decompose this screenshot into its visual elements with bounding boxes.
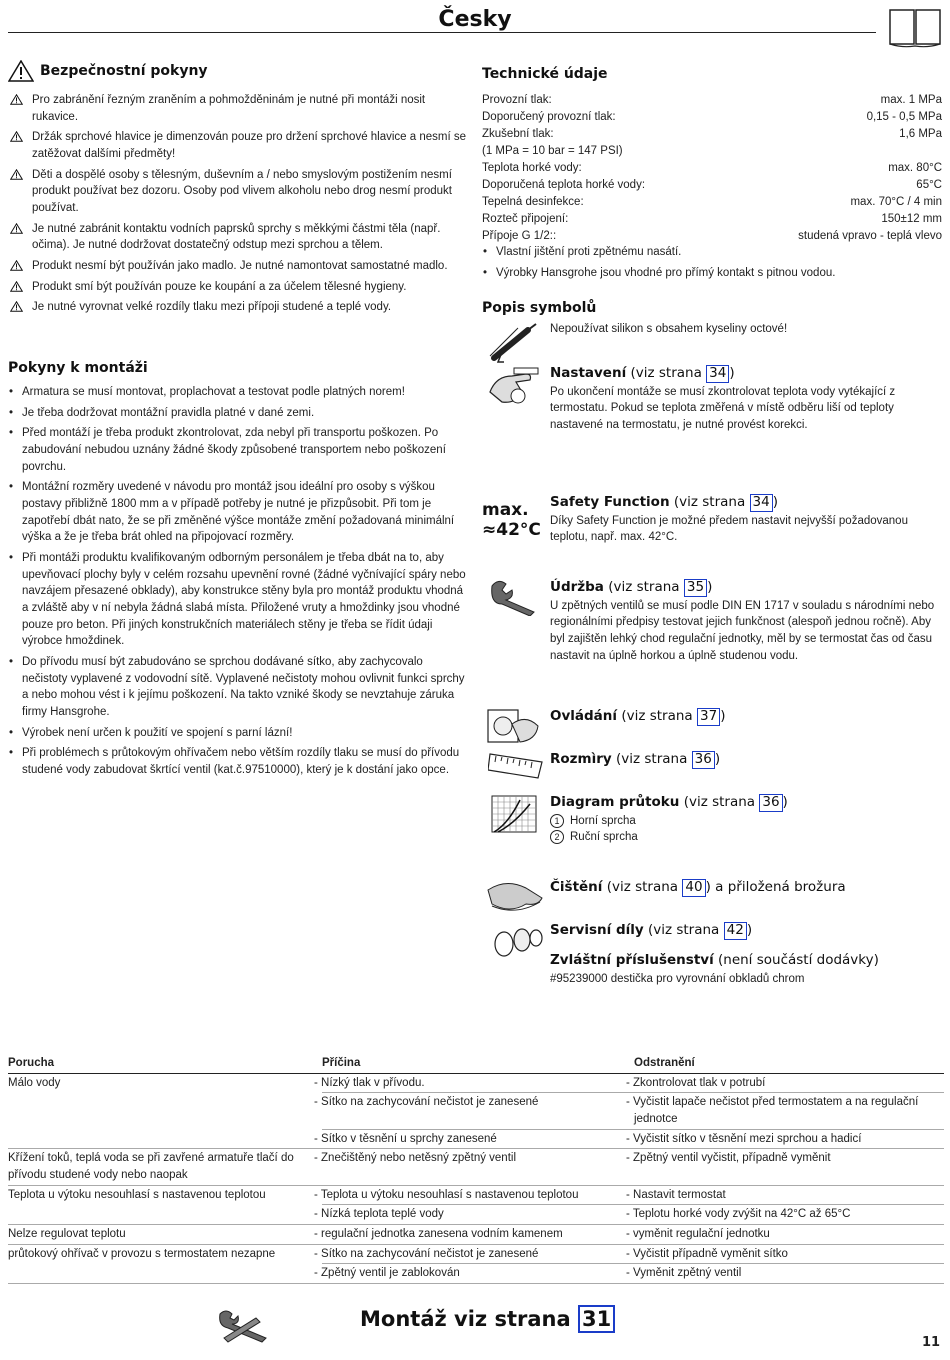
flow-close: ) [782, 794, 788, 810]
page-number: 11 [922, 1335, 941, 1350]
settings-close: ) [729, 365, 735, 381]
safety-function-page-link[interactable]: 34 [750, 494, 773, 512]
cause-cell: - Teplota u výtoku nesouhlasí s nastavenou teplotou [322, 1185, 634, 1205]
tech-bullets [482, 244, 942, 285]
tech-label: Doporučená teplota horké vody: [482, 179, 646, 191]
circle-marker-1: 1 [550, 814, 564, 828]
mounting-item: • Je třeba dodržovat montážní pravidla platné v dané zemi. [8, 405, 468, 422]
flow-item-1-label: Horní sprcha [570, 814, 636, 827]
warning-icon [10, 94, 23, 105]
tech-label: Přípoje G 1/2:: [482, 230, 557, 242]
warning-icon [10, 169, 23, 180]
cleaning-symbol [550, 878, 945, 898]
tech-row [482, 160, 942, 177]
tech-label: Rozteč připojení: [482, 213, 569, 225]
safety-item [8, 279, 468, 296]
cause-cell: - Nízká teplota teplé vody [322, 1205, 634, 1225]
operation-page-link[interactable]: 37 [697, 708, 720, 726]
table-row [8, 1149, 944, 1185]
safety-item [8, 299, 468, 316]
dimensions-close: ) [714, 751, 721, 767]
tech-value: max. 1 MPa [880, 94, 942, 106]
fault-cell: Málo vody [8, 1076, 61, 1089]
col-header-fault: Porucha [8, 1054, 322, 1073]
max-temp-badge [482, 500, 541, 541]
safety-item-text: Je nutné vyrovnat velké rozdíly tlaku mezi přípoji studené a teplé vody. [32, 301, 392, 314]
footer-text: Montáž viz strana [360, 1307, 571, 1331]
cause-cell: - Nízký tlak v přívodu. [322, 1073, 634, 1093]
parts-symbol [550, 921, 945, 941]
mounting-item: • Před montáží je třeba produkt zkontrolovat, zda nebyl při transportu poškozen. Po zabudování nebudou uznány žádné škody způsobené transportem nebo poškození povrchu. [8, 425, 468, 475]
thermometer-hand-icon [486, 362, 542, 408]
tech-bullet: • Výrobky Hansgrohe jsou vhodné pro přímý kontakt s pitnou vodou. [482, 265, 942, 282]
safety-function-ref: (viz strana [673, 494, 746, 510]
ruler-icon [488, 748, 544, 780]
safety-item-text: Produkt smí být používán pouze ke koupání a za účelem tělesné hygieny. [32, 280, 407, 293]
operation-symbol [550, 707, 945, 727]
tech-title: Technické údaje [482, 66, 608, 82]
tech-bullet: • Vlastní jištění proti zpětnému nasátí. [482, 244, 942, 261]
safety-item-text: Děti a dospělé osoby s tělesným, duševním a / nebo smyslovým postižením nesmí produkt používat bez dozoru. Osoby pod vlivem alkoholu nebo drog nesmí produkt používat. [32, 168, 452, 215]
table-row [8, 1244, 944, 1264]
table-row [8, 1264, 944, 1284]
table-row [8, 1129, 944, 1149]
remedy-cell: - Zkontrolovat tlak v potrubí [634, 1073, 944, 1093]
page-title: Česky [438, 7, 512, 32]
fault-cell: Teplota u výtoku nesouhlasí s nastavenou teplotou [8, 1188, 266, 1201]
table-row [8, 1205, 944, 1225]
remedy-cell: - Vyměnit zpětný ventil [634, 1264, 944, 1284]
warning-icon [10, 131, 23, 142]
cause-cell: - Zpětný ventil je zablokován [322, 1264, 634, 1284]
remedy-cell: - Teplotu horké vody zvýšit na 42°C až 65°C [634, 1205, 944, 1225]
tech-row [482, 211, 942, 228]
flow-page-link[interactable]: 36 [759, 794, 782, 812]
settings-title: Nastavení [550, 365, 627, 381]
wrench-icon [484, 576, 542, 616]
cleaning-title: Čištění [550, 879, 603, 895]
tech-row [482, 228, 942, 245]
fault-cell [8, 1205, 322, 1225]
maintenance-page-link[interactable]: 35 [684, 579, 707, 597]
cause-cell: - Znečištěný nebo netěsný zpětný ventil [322, 1149, 634, 1185]
table-row [8, 1185, 944, 1205]
remedy-cell: - vyměnit regulační jednotku [634, 1225, 944, 1245]
operation-hand-icon [486, 706, 542, 746]
cause-cell: - regulační jednotka zanesena vodním kamenem [322, 1225, 634, 1245]
silicone-gun-icon [488, 322, 538, 364]
col-header-remedy: Odstranění [634, 1054, 944, 1073]
cause-cell: - Sítko na zachycování nečistot je zanesené [322, 1093, 634, 1129]
safety-item-text: Pro zabránění řezným zraněním a pohmožděninám je nutné při montáži nosit rukavice. [32, 94, 426, 123]
tech-row [482, 92, 942, 109]
tech-label: Zkušební tlak: [482, 128, 554, 140]
mounting-item: • Armatura se musí montovat, proplachovat a testovat podle platných norem! [8, 384, 468, 401]
accessories-ref: (není součástí dodávky) [718, 952, 879, 968]
parts-page-link[interactable]: 42 [724, 922, 747, 940]
safety-list [8, 92, 468, 320]
fault-cell [8, 1129, 322, 1149]
silicone-note: Nepoužívat silikon s obsahem kyseliny octové! [550, 323, 788, 335]
accessories-text: #95239000 destička pro vyrovnání obkladů chrom [550, 972, 805, 985]
footer-page-link[interactable]: 31 [578, 1305, 615, 1333]
flow-symbol [550, 793, 945, 846]
troubleshooting-table [8, 1054, 944, 1284]
maintenance-ref: (viz strana [608, 579, 680, 595]
fault-cell: průtokový ohřívač v provozu s termostatem nezapne [8, 1247, 276, 1260]
tech-row [482, 143, 942, 160]
flow-diagram-icon [490, 794, 538, 834]
remedy-cell: - Vyčistit sítko v těsnění mezi sprchou a hadicí [634, 1129, 944, 1149]
fault-cell [8, 1264, 322, 1284]
dimensions-ref: (viz strana [615, 751, 688, 767]
warning-icon [10, 301, 23, 312]
settings-text: Po ukončení montáže se musí zkontrolovat teplota vody vytékající z termostatu. Pokud se teplota změřená v místě odběru liší od teploty nastavené na termostatu, je nutné provést korekci. [550, 385, 896, 431]
tech-value: 1,6 MPa [899, 128, 942, 140]
safety-item-text: Je nutné zabránit kontaktu vodních paprsků sprchy s měkkými částmi těla (např. očima). Je nutné dodržovat dostatečný odstup mezi sprchou a tělem. [32, 222, 441, 252]
settings-ref: (viz strana [630, 365, 702, 381]
warning-icon [10, 223, 23, 234]
safety-function-close: ) [772, 494, 778, 510]
safety-item [8, 258, 468, 275]
maintenance-symbol [550, 578, 945, 664]
safety-item [8, 167, 468, 217]
remedy-cell: - Zpětný ventil vyčistit, případně vyměnit [634, 1149, 944, 1185]
fault-cell: Křížení toků, teplá voda se při zavřené armatuře tlačí do přívodu studené vody nebo naopak [8, 1149, 322, 1185]
warning-icon [10, 281, 23, 292]
safety-item-text: Držák sprchové hlavice je dimenzován pouze pro držení sprchové hlavice a nesmí se zatěžovat dalšími předměty! [32, 131, 467, 161]
mounting-item: • Do přívodu musí být zabudováno se sprchou dodávané sítko, aby zachycovalo nečistoty vyplavené z vodovodní sítě. Vyplavené nečistoty mohou ovlivnit funkci sprchy a nebo mohou vést i k jejímu poškození. Na takto vzniké škody se nevztahuje záruka firmy Hansgrohe. [8, 654, 468, 721]
safety-title: Bezpečnostní pokyny [40, 62, 208, 79]
fault-cell [8, 1093, 322, 1129]
tech-label: Teplota horké vody: [482, 162, 582, 174]
safety-item [8, 92, 468, 125]
cleaning-close: ) a přiložená brožura [705, 879, 846, 895]
warning-icon [8, 60, 34, 82]
tech-row [482, 194, 942, 211]
symbols-title: Popis symbolů [482, 300, 597, 316]
safety-function-symbol [550, 493, 945, 546]
tech-row [482, 109, 942, 126]
tech-label: (1 MPa = 10 bar = 147 PSI) [482, 145, 623, 157]
tech-value: max. 80°C [888, 162, 942, 174]
settings-page-link[interactable]: 34 [706, 365, 729, 383]
safety-item [8, 129, 468, 162]
table-row [8, 1073, 944, 1093]
accessories-symbol [550, 951, 945, 987]
max-label: max. [482, 500, 529, 520]
tech-value: 65°C [916, 179, 942, 191]
flow-item-2 [550, 829, 945, 846]
tech-label: Doporučený provozní tlak: [482, 111, 616, 123]
tech-value: 0,15 - 0,5 MPa [866, 111, 942, 123]
safety-heading [8, 60, 208, 82]
mounting-list [8, 384, 468, 783]
table-row [8, 1225, 944, 1245]
operation-title: Ovládání [550, 708, 618, 724]
tech-table [482, 92, 942, 245]
remedy-cell: - Vyčistit případně vyměnit sítko [634, 1244, 944, 1264]
cleaning-page-link[interactable]: 40 [682, 879, 705, 897]
header-rule [8, 32, 876, 33]
remedy-cell: - Nastavit termostat [634, 1185, 944, 1205]
parts-title: Servisní díly [550, 922, 644, 938]
cause-cell: - Sítko v těsnění u sprchy zanesené [322, 1129, 634, 1149]
spare-parts-icon [492, 920, 544, 960]
cause-cell: - Sítko na zachycování nečistot je zanesené [322, 1244, 634, 1264]
safety-item-text: Produkt nesmí být používán jako madlo. Je nutné namontovat samostatné madlo. [32, 260, 448, 273]
tech-value: 150±12 mm [881, 213, 942, 225]
maintenance-text: U zpětných ventilů se musí podle DIN EN 1717 v souladu s národními nebo regionálními předpisy testovat jejich funkčnost (alespoň jednou ročně). Aby byl zajištěn lehký chod regulační jednotky, měl by se termostat čas od času nastavit na úplně horkou a úplně studenou vodu. [550, 599, 935, 662]
mounting-item: • Montážní rozměry uvedené v návodu pro montáž jsou ideální pro osoby s výškou postavy přibližně 1800 mm a v případě potřeby je nutné je přizpůsobit. Při tom je zapotřebí dbát nato, že se při změněné výšce montáže změní požadovaná minimální výška a že je třeba brát ohled na připojovací rozměry. [8, 479, 468, 546]
mounting-item: • Výrobek není určen k použití ve spojení s parní lázní! [8, 725, 468, 742]
fault-cell: Nelze regulovat teplotu [8, 1225, 322, 1245]
circle-marker-2: 2 [550, 830, 564, 844]
accessories-title: Zvláštní příslušenství [550, 952, 714, 968]
col-header-cause: Příčina [322, 1054, 634, 1073]
safety-function-title: Safety Function [550, 494, 670, 510]
maintenance-title: Údržba [550, 579, 604, 595]
operation-ref: (viz strana [621, 708, 693, 724]
book-icon [888, 8, 942, 48]
mounting-item: • Při problémech s průtokovým ohřívačem nebo větším rozdíly tlaku se musí do přívodu studené vody zabudovat škrtící ventil (kat.č.97510000), který je k dostání jako opce. [8, 745, 468, 778]
tools-icon [216, 1308, 272, 1344]
tech-row [482, 126, 942, 143]
table-row [8, 1093, 944, 1129]
parts-ref: (viz strana [647, 922, 720, 938]
cleaning-ref: (viz strana [606, 879, 679, 895]
mounting-title: Pokyny k montáži [8, 360, 148, 376]
operation-close: ) [720, 708, 726, 724]
flow-item-1 [550, 813, 945, 830]
safety-item [8, 221, 468, 254]
dimensions-title: Rozmìry [550, 751, 612, 767]
tech-label: Tepelná desinfekce: [482, 196, 584, 208]
dimensions-symbol [550, 750, 945, 770]
tech-value: max. 70°C / 4 min [850, 196, 942, 208]
footer-mounting-ref [360, 1304, 615, 1334]
remedy-cell: - Vyčistit lapače nečistot před termostatem a na regulační jednotce [634, 1093, 944, 1129]
dimensions-page-link[interactable]: 36 [692, 751, 715, 769]
cleaning-hand-icon [486, 876, 544, 916]
settings-symbol [550, 364, 945, 434]
safety-function-text: Díky Safety Function je možné předem nastavit nejvyšší požadovanou teplotu, např. max. 42°C. [550, 514, 908, 544]
tech-label: Provozní tlak: [482, 94, 552, 106]
warning-icon [10, 260, 23, 271]
flow-title: Diagram průtoku [550, 794, 680, 810]
mounting-item: • Při montáži produktu kvalifikovaným odborným personálem je třeba dbát na to, aby upevňovací plochy byly v celém rozsahu upevnění rovné (žádné vyčnívající spáry nebo navzájem přesazené obklady), aby konstrukce stěny byla pro montáž produktu vhodná a zvláště aby v ní nebyla žádná slabá místa. Přiložené vruty a hmoždinky jsou vhodné pouze pro beton. Při jiných konstrukčních materiálech stěny je třeba se řídit údaji výrobce hmoždinek. [8, 550, 468, 650]
maintenance-close: ) [707, 579, 713, 595]
parts-close: ) [746, 922, 753, 938]
tech-row [482, 177, 942, 194]
temp-label: ≈42°C [482, 520, 541, 541]
flow-item-2-label: Ruční sprcha [570, 831, 638, 844]
flow-ref: (viz strana [683, 794, 756, 810]
tech-value: studená vpravo - teplá vlevo [798, 230, 942, 242]
